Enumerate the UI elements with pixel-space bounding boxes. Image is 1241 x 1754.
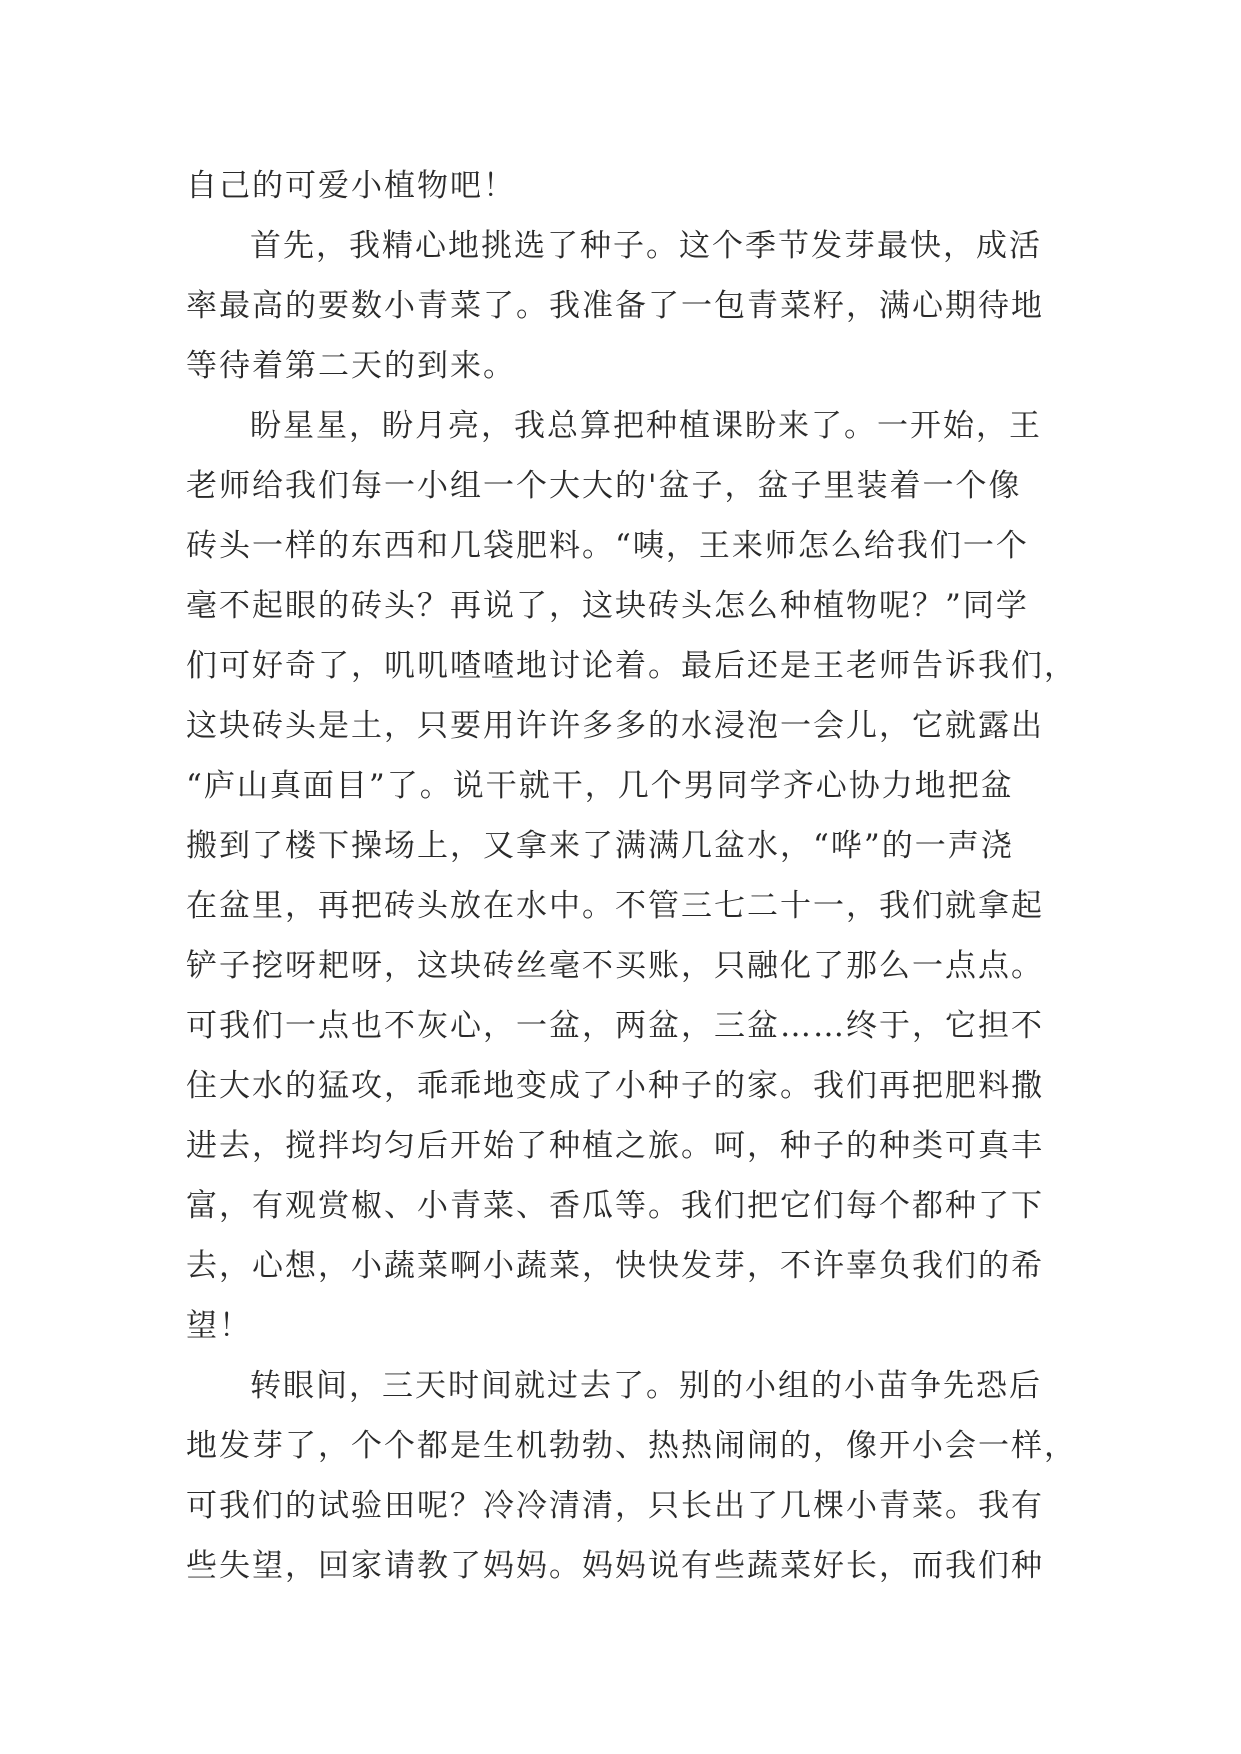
essay-body	[186, 156, 1086, 1596]
text-line: 富，有观赏椒、小青菜、香瓜等。我们把它们每个都种了下	[186, 1188, 1044, 1224]
text-line: 老师给我们每一小组一个大大的'盆子，盆子里装着一个像	[186, 468, 1022, 504]
text-line: 等待着第二天的到来。	[186, 348, 516, 384]
text-line: 搬到了楼下操场上，又拿来了满满几盆水，“哗”的一声浇	[186, 828, 1014, 864]
text-line: 毫不起眼的砖头？再说了，这块砖头怎么种植物呢？”同学	[186, 588, 1029, 624]
text-line: 望！	[186, 1308, 252, 1344]
paragraph-start-line: 盼星星，盼月亮，我总算把种植课盼来了。一开始，王	[250, 408, 1042, 444]
text-line: 进去，搅拌均匀后开始了种植之旅。呵，种子的种类可真丰	[186, 1128, 1044, 1164]
text-line: 地发芽了，个个都是生机勃勃、热热闹闹的，像开小会一样，	[186, 1428, 1077, 1464]
text-line: 这块砖头是土，只要用许许多多的水浸泡一会儿，它就露出	[186, 708, 1044, 744]
text-line: 住大水的猛攻，乖乖地变成了小种子的家。我们再把肥料撒	[186, 1068, 1044, 1104]
text-line: 去，心想，小蔬菜啊小蔬菜，快快发芽，不许辜负我们的希	[186, 1248, 1044, 1284]
text-line: 铲子挖呀耙呀，这块砖丝毫不买账，只融化了那么一点点。	[186, 948, 1044, 984]
text-line: 些失望，回家请教了妈妈。妈妈说有些蔬菜好长，而我们种	[186, 1548, 1044, 1584]
text-line: “庐山真面目”了。说干就干，几个男同学齐心协力地把盆	[186, 768, 1014, 804]
text-line: 自己的可爱小植物吧！	[186, 168, 516, 204]
text-line: 可我们的试验田呢？冷冷清清，只长出了几棵小青菜。我有	[186, 1488, 1044, 1524]
text-line: 们可好奇了，叽叽喳喳地讨论着。最后还是王老师告诉我们，	[186, 648, 1077, 684]
text-line: 砖头一样的东西和几袋肥料。“咦，王来师怎么给我们一个	[186, 528, 1029, 564]
text-line: 可我们一点也不灰心，一盆，两盆，三盆……终于，它担不	[186, 1008, 1044, 1044]
paragraph-start-line: 首先，我精心地挑选了种子。这个季节发芽最快，成活	[250, 228, 1042, 264]
text-line: 在盆里，再把砖头放在水中。不管三七二十一，我们就拿起	[186, 888, 1044, 924]
paragraph-start-line: 转眼间，三天时间就过去了。别的小组的小苗争先恐后	[250, 1368, 1042, 1404]
text-line: 率最高的要数小青菜了。我准备了一包青菜籽，满心期待地	[186, 288, 1044, 324]
